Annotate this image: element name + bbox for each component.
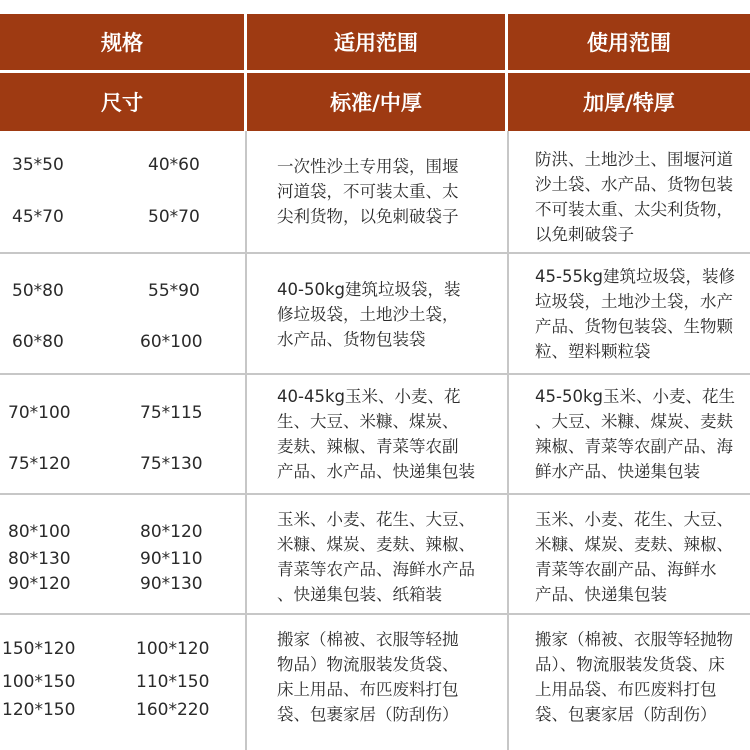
size-value: 75*120	[8, 454, 71, 474]
text-line: 上用品袋、布匹废料打包	[535, 680, 717, 699]
table-row	[0, 615, 750, 750]
size-value: 80*120	[140, 522, 203, 542]
thick-usage-cell	[507, 254, 750, 373]
size-value: 100*120	[136, 639, 210, 659]
header-applicable-range: 适用范围	[247, 14, 505, 70]
size-value: 90*120	[8, 574, 71, 594]
thick-usage-cell	[507, 375, 750, 493]
size-cell	[0, 254, 245, 373]
size-value: 80*130	[8, 549, 71, 569]
size-value: 55*90	[148, 281, 200, 301]
size-value: 75*115	[140, 403, 203, 423]
text-line: 粒、塑料颗粒袋	[535, 342, 651, 361]
text-line: 40-45kg玉米、小麦、花	[277, 387, 461, 406]
text-line: 袋、包裹家居（防刮伤）	[277, 705, 459, 724]
text-line: 一次性沙土专用袋，围堰	[277, 157, 459, 176]
standard-usage-cell	[245, 495, 507, 613]
table-row	[0, 131, 750, 254]
text-line: 米糠、煤炭、麦麸、辣椒、	[535, 535, 733, 554]
text-line: 袋、包裹家居（防刮伤）	[535, 705, 717, 724]
size-value: 150*120	[2, 639, 76, 659]
size-value: 45*70	[12, 207, 64, 227]
header-spec: 规格	[0, 14, 244, 70]
text-line: 以免刺破袋子	[535, 225, 634, 244]
size-value: 35*50	[12, 155, 64, 175]
header-row-bottom	[0, 73, 750, 131]
table-row	[0, 375, 750, 495]
standard-usage-cell	[245, 615, 507, 750]
text-line: 防洪、土地沙土、围堰河道	[535, 150, 733, 169]
size-value: 90*110	[140, 549, 203, 569]
text-line: 青菜等农产品、海鲜水产品	[277, 560, 475, 579]
standard-usage-cell	[245, 375, 507, 493]
size-value: 160*220	[136, 700, 210, 720]
size-value: 100*150	[2, 672, 76, 692]
header-usage-range: 使用范围	[508, 14, 750, 70]
table-row	[0, 254, 750, 375]
text-line: 河道袋，不可装太重、太	[277, 182, 459, 201]
text-line: 产品、快递集包装	[535, 585, 667, 604]
text-line: 床上用品、布匹废料打包	[277, 680, 459, 699]
text-line: 、大豆、米糠、煤炭、麦麸	[535, 412, 733, 431]
text-line: 鲜水产品、快递集包装	[535, 462, 700, 481]
text-line: 米糠、煤炭、麦麸、辣椒、	[277, 535, 475, 554]
thick-usage-cell	[507, 495, 750, 613]
size-value: 70*100	[8, 403, 71, 423]
text-line: 生、大豆、米糠、煤炭、	[277, 412, 459, 431]
size-value: 50*80	[12, 281, 64, 301]
size-cell	[0, 375, 245, 493]
text-line: 45-55kg建筑垃圾袋，装修	[535, 267, 735, 286]
text-line: 品）、物流服装发货袋、床	[535, 655, 725, 674]
text-line: 搬家（棉被、衣服等轻抛物	[535, 630, 733, 649]
thick-usage-cell	[507, 131, 750, 252]
table-row	[0, 495, 750, 615]
header-thick-extra: 加厚/特厚	[508, 73, 750, 131]
text-line: 不可装太重、太尖利货物，	[535, 200, 733, 219]
text-line: 修垃圾袋，土地沙土袋，	[277, 305, 459, 324]
text-line: 搬家（棉被、衣服等轻抛	[277, 630, 459, 649]
size-value: 60*100	[140, 332, 203, 352]
text-line: 水产品、货物包装袋	[277, 330, 426, 349]
text-line: 玉米、小麦、花生、大豆、	[535, 510, 733, 529]
size-value: 60*80	[12, 332, 64, 352]
text-line: 沙土袋、水产品、货物包装	[535, 175, 733, 194]
header-row-top	[0, 14, 750, 70]
standard-usage-cell	[245, 131, 507, 252]
text-line: 40-50kg建筑垃圾袋，装	[277, 280, 461, 299]
text-line: 45-50kg玉米、小麦、花生	[535, 387, 735, 406]
text-line: 辣椒、青菜等农副产品、海	[535, 437, 733, 456]
size-value: 90*130	[140, 574, 203, 594]
size-value: 40*60	[148, 155, 200, 175]
standard-usage-cell	[245, 254, 507, 373]
size-value: 75*130	[140, 454, 203, 474]
size-value: 110*150	[136, 672, 210, 692]
text-line: 产品、水产品、快递集包装	[277, 462, 475, 481]
size-value: 120*150	[2, 700, 76, 720]
thick-usage-cell	[507, 615, 750, 750]
text-line: 、快递集包装、纸箱装	[277, 585, 442, 604]
text-line: 玉米、小麦、花生、大豆、	[277, 510, 475, 529]
text-line: 青菜等农副产品、海鲜水	[535, 560, 717, 579]
text-line: 麦麸、辣椒、青菜等农副	[277, 437, 459, 456]
text-line: 垃圾袋，土地沙土袋，水产	[535, 292, 733, 311]
size-cell	[0, 615, 245, 750]
header-size: 尺寸	[0, 73, 244, 131]
size-value: 80*100	[8, 522, 71, 542]
text-line: 产品、货物包装袋、生物颗	[535, 317, 733, 336]
size-cell	[0, 495, 245, 613]
size-cell	[0, 131, 245, 252]
size-value: 50*70	[148, 207, 200, 227]
text-line: 尖利货物，以免刺破袋子	[277, 207, 459, 226]
header-standard-medium: 标准/中厚	[247, 73, 505, 131]
text-line: 物品）物流服装发货袋、	[277, 655, 459, 674]
